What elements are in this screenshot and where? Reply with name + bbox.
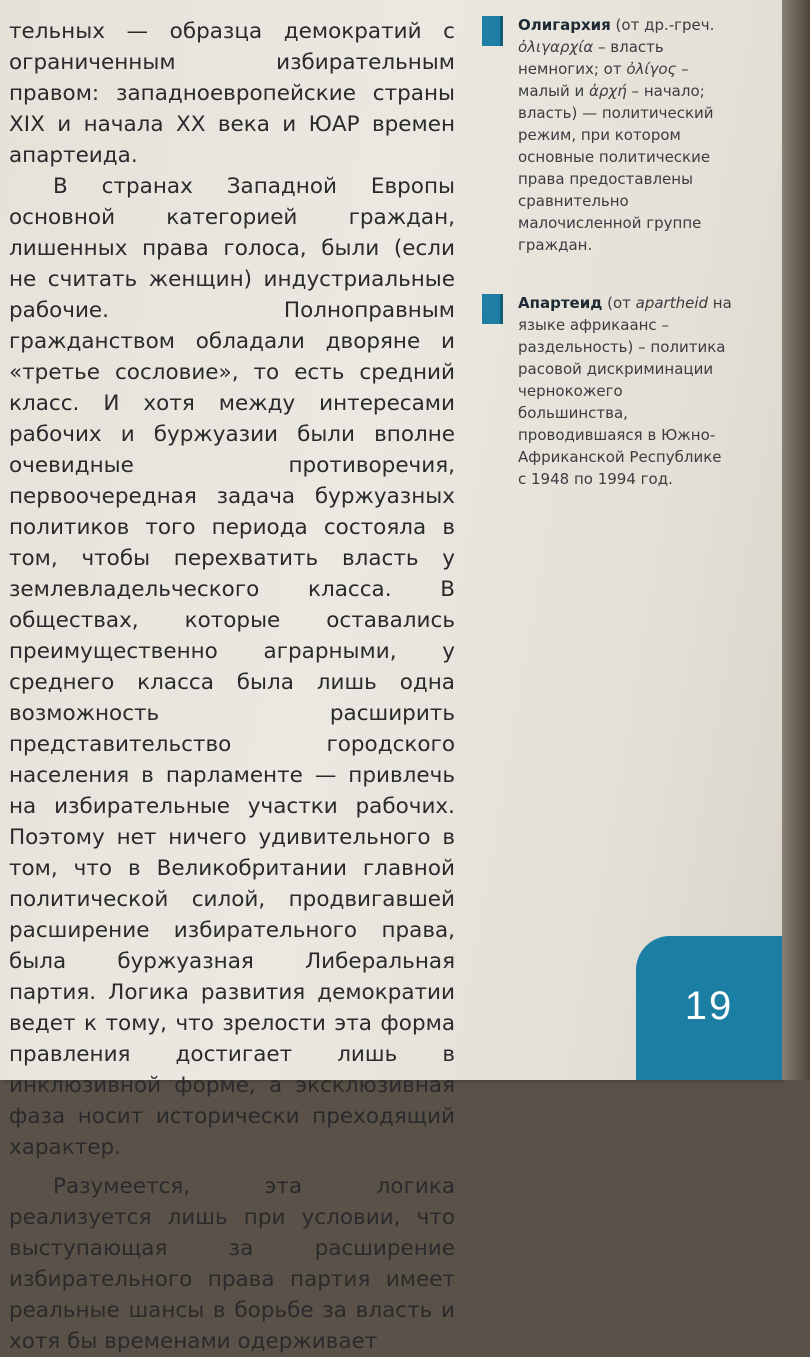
paragraph-1: тельных — образца демократий с ограниченным избирательным правом: западноевропейские страны XIX и начала XX века и ЮАР времен апартеида. xyxy=(9,19,455,168)
glossary-note-oligarchy xyxy=(482,14,732,264)
greek-word: ὀλίγος xyxy=(626,60,677,78)
glossary-text: – власть немногих; от xyxy=(518,38,664,78)
glossary-term: Олигархия xyxy=(518,16,611,34)
page-edge-shadow xyxy=(782,0,810,1080)
glossary-note-apartheid xyxy=(482,292,732,552)
paragraph-2: В странах Западной Европы основной категорией граждан, лишенных права голоса, были (если не считать женщин) индустриальные рабочие. Полноправным гражданством обладали дворяне и «третье сословие», то есть средний класс. И хотя между интересами рабочих и буржуазии были вполне очевидные противоречия, первоочередная задача буржуазных политиков того периода состояла в том, чтобы перехватить власть у землевладельческого класса. В обществах, которые оставались преимущественно аграрными, у среднего класса была лишь одна возможность расширить представительство городского населения в парламенте — привлечь на избирательные участки рабочих. Поэтому нет ничего удивительного в том, что в Великобритании главной политической силой, продвигавшей расширение избирательного права, была буржуазная Либеральная партия. Логика развития демократии ведет к тому, что зрелости эта форма правления достигает лишь в инклюзивной форме, а эксклюзивная фаза носит исторически преходящий характер. xyxy=(9,174,455,1160)
glossary-prefix: (от xyxy=(602,294,636,312)
greek-word: ὀλιγαρχία xyxy=(518,38,594,56)
book-icon xyxy=(482,294,503,324)
glossary-definition: – начало; власть) — политический режим, при котором основные политические права предоставлены сравнительно малочисленной группе граждан. xyxy=(518,82,714,254)
glossary-term: Апартеид xyxy=(518,294,603,312)
foreign-word: apartheid xyxy=(635,294,709,312)
book-icon xyxy=(482,16,503,46)
glossary-text: – малый и xyxy=(518,60,689,100)
glossary-definition: на языке африкаанс – раздельность) – политика расовой дискриминации чернокожего большинства, проводившаяся в Южно-Африканской Республике с 1948 по 1994 год. xyxy=(518,294,732,488)
glossary-text-apartheid xyxy=(518,292,732,490)
paragraph-3: Разумеется, эта логика реализуется лишь при условии, что выступающая за расширение избирательного права партия имеет реальные шансы в борьбе за власть и хотя бы временами одерживает xyxy=(9,1174,455,1354)
glossary-text-oligarchy xyxy=(518,14,732,256)
page-number: 19 xyxy=(636,936,782,1080)
glossary-prefix: (от др.-греч. xyxy=(610,16,715,34)
greek-word: ἀρχή xyxy=(588,82,627,100)
main-text-column xyxy=(9,16,455,1357)
